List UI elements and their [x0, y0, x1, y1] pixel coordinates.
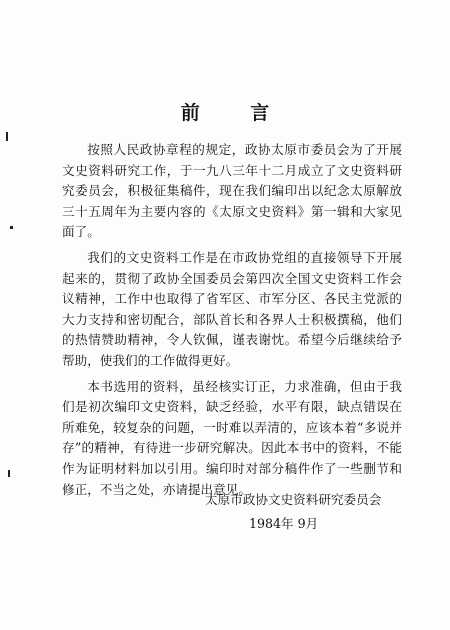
- body-text: [62, 140, 402, 505]
- scan-mark: [8, 470, 10, 477]
- scan-mark: [10, 226, 13, 229]
- page-title: 前 言: [180, 102, 292, 124]
- paragraph-2: 我们的文史资料工作是在市政协党组的直接领导下开展起来的，贯彻了政协全国委员会第四次全国文史资料工作会议精神，工作中也取得了省军区、市军分区、各民主党派的大力支持和密切配合，部队首长和各界人士积极撰稿，他们的热情赞助精神，令人钦佩，谨表谢忱。希望今后继续给予帮助，使我们的工作做得更好。: [62, 249, 402, 368]
- paragraph-1: 按照人民政协章程的规定，政协太原市委员会为了开展文史资料研究工作，于一九八三年十二月成立了文史资料研究委员会，积极征集稿件，现在我们编印出以纪念太原解放三十五周年为主要内容的《太原文史资料》第一辑和大家见面了。: [62, 142, 402, 240]
- paragraph-3: 本书选用的资料，虽经核实订正，力求准确，但由于我们是初次编印文史资料，缺乏经验，水平有限，缺点错误在所难免，较复杂的问题，一时难以弄清的，应该本着“多说并存”的精神，有待进一步研究解决。因此本书中的资料，不能作为证明材料加以引用。编印时对部分稿件作了一些删节和修正，不当之处，亦请提出意见。: [62, 378, 402, 497]
- scan-mark: [6, 132, 8, 141]
- signature-organization: 太原市政协文史资料研究委员会: [205, 492, 382, 507]
- signature-block: [205, 488, 381, 536]
- signature-date: 1984年 9月: [249, 516, 319, 531]
